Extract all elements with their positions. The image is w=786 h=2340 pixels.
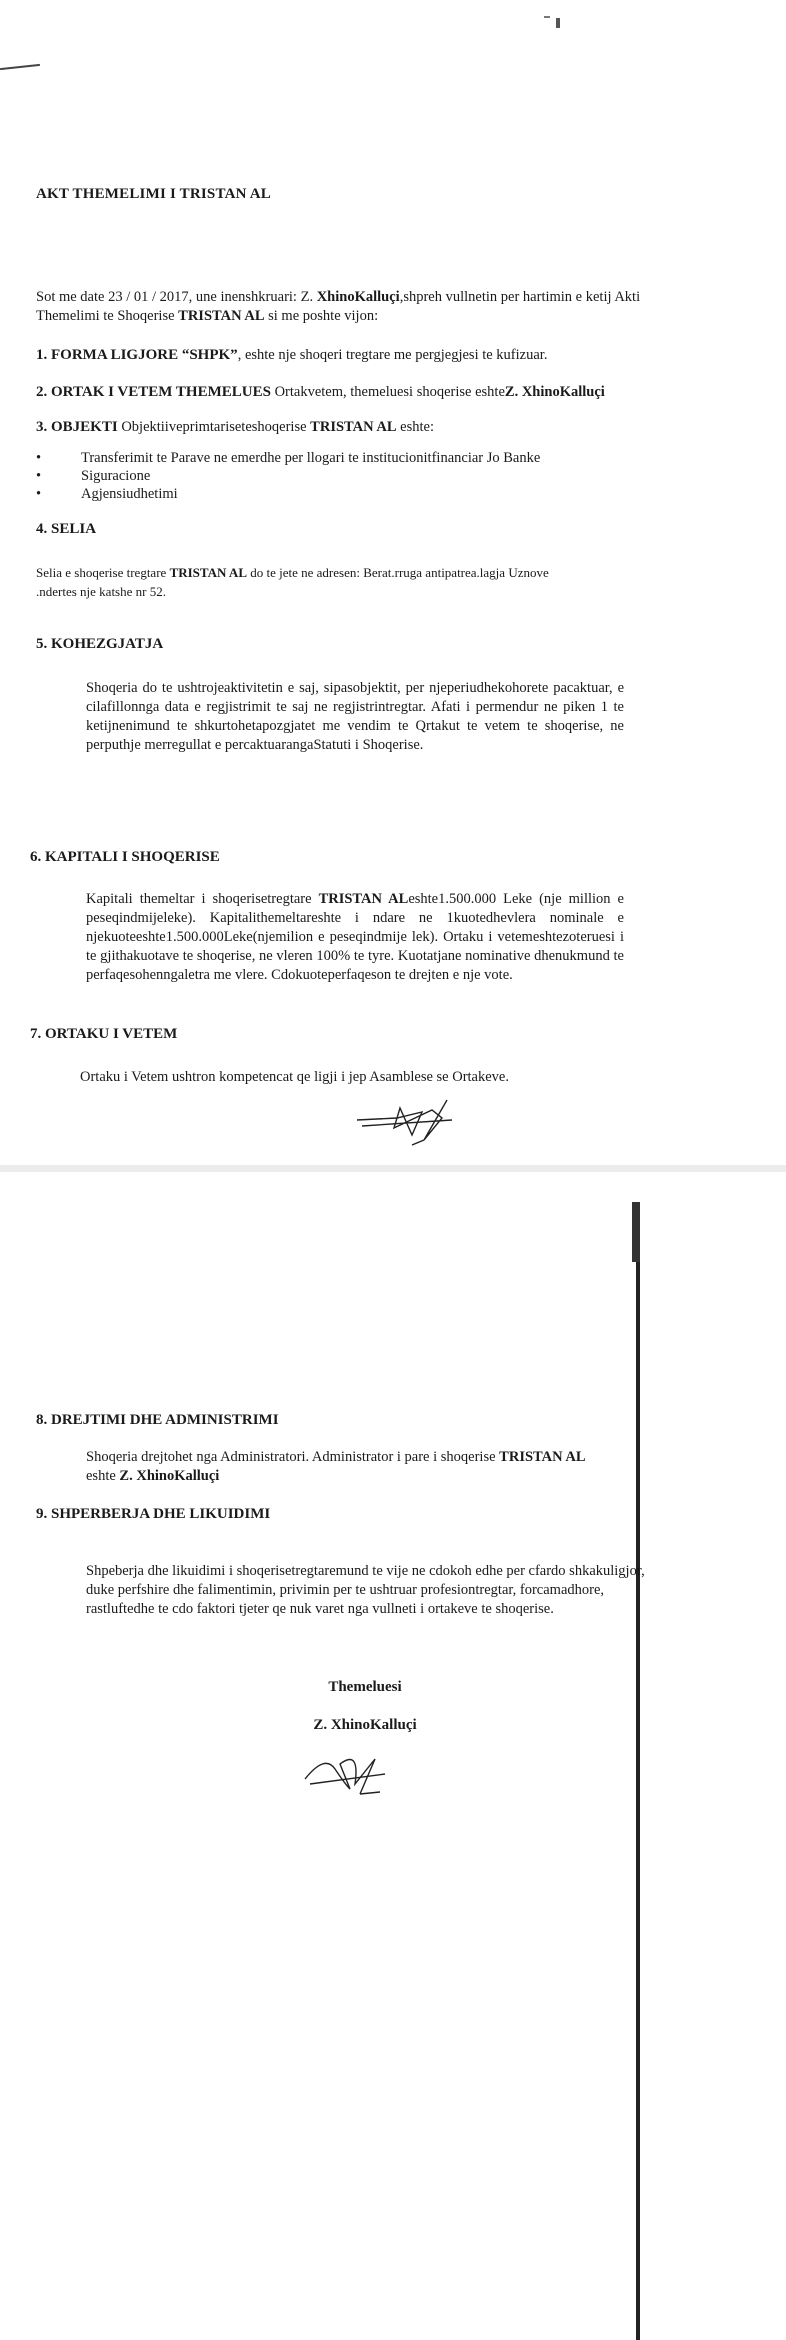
section-8-heading: 8. DREJTIMI DHE ADMINISTRIMI [36, 1412, 279, 1428]
scan-mark-dot [544, 16, 550, 18]
founder-name: XhinoKalluçi [316, 289, 400, 305]
section-2 [36, 383, 736, 402]
section-6-heading: 6. KAPITALI I SHOQERISE [30, 849, 220, 865]
address-text: .ndertes nje katshe nr 52. [36, 584, 166, 599]
administrator-name: Z. XhinoKalluçi [119, 1468, 220, 1484]
admin-text: eshte [86, 1468, 120, 1484]
objects-list [36, 449, 716, 503]
capital-text: Kapitali themeltar i shoqerisetregtare [86, 891, 319, 907]
list-item: • Agjensiudhetimi [36, 485, 716, 503]
section-3-text: Objektiiveprimtariseteshoqerise [117, 419, 311, 435]
admin-text: Shoqeria drejtohet nga Administratori. Administrator i pare i shoqerise [86, 1449, 500, 1465]
section-3 [36, 418, 736, 437]
scan-mark [632, 1202, 640, 1262]
intro-text: ,shpreh vullnetin per hartimin e ketij Akti Themelimi te Shoqerise [36, 289, 641, 324]
section-2-heading: 2. ORTAK I VETEM THEMELUES [36, 384, 271, 400]
document-title: AKT THEMELIMI I TRISTAN AL [36, 186, 271, 202]
company-name: TRISTAN AL [169, 565, 247, 580]
founder-label: Themeluesi [328, 1679, 402, 1695]
intro-text: si me poshte vijon: [264, 308, 379, 324]
section-4-heading: 4. SELIA [36, 521, 97, 537]
section-3-heading: 3. OBJEKTI [36, 419, 118, 435]
scan-mark-line [0, 64, 40, 70]
section-7-text: Ortaku i Vetem ushtron kompetencat qe ligji i jep Asamblese se Ortakeve. [80, 1069, 509, 1085]
list-item: • Transferimit te Parave ne emerdhe per llogari te institucionitfinanciar Jo Banke [36, 449, 716, 467]
capital-text: eshte1.500.000 Leke (nje million e peseqindmijeleke). Kapitalithemeltareshte i ndare ne 1kuotedhevlera nominale e njekuoteeshte1.500.000Leke(njemilion e peseqindmije lek). Ortaku i vetemeshtezoteruesi i te gjithakuotave te shoqerise, ne vleren 100% te tyre. Kuotatjane nominative dhenukmund te perfaqesohenngaletra me vlere. Cdokuoteperfaqeson te drejten e nje vote. [86, 891, 624, 983]
company-name: TRISTAN AL [499, 1449, 586, 1465]
section-1-text: , eshte nje shoqeri tregtare me pergjegjesi te kufizuar. [237, 347, 548, 363]
section-2-text: Ortakvetem, themeluesi shoqerise eshte [270, 384, 505, 400]
intro-text: Sot me date 23 / 01 / 2017, une inenshkruari: Z. [36, 289, 317, 305]
founder-name: Z. XhinoKalluçi [313, 1717, 417, 1733]
scan-vertical-line [636, 1202, 640, 2340]
company-name: TRISTAN AL [178, 308, 265, 324]
section-1-heading: 1. FORMA LIGJORE “SHPK” [36, 347, 238, 363]
owner-name: Z. XhinoKalluçi [504, 384, 605, 400]
section-6-text [86, 890, 624, 985]
signature-image [352, 1090, 482, 1150]
company-name: TRISTAN AL [318, 891, 409, 907]
section-9-text: Shpeberja dhe likuidimi i shoqerisetregtaremund te vije ne cdokoh edhe per cfardo shkakuligjor, duke perfshire dhe falimentimin, privimin per te ushtruar profesiontregtar, forcamadhore, rastluftedhe te cdo faktori tjeter qe nuk varet nga vullneti i ortakeve te shoqerise. [86, 1563, 645, 1617]
signature-image [300, 1744, 400, 1804]
intro-paragraph [36, 288, 666, 326]
section-4-text [36, 563, 716, 601]
address-text: Selia e shoqerise tregtare [36, 565, 170, 580]
address-text: do te jete ne adresen: Berat.rruga antipatrea.lagja Uznove [247, 565, 549, 580]
list-item: • Siguracione [36, 467, 716, 485]
section-5-heading: 5. KOHEZGJATJA [36, 636, 164, 652]
scan-mark-dot [556, 18, 560, 28]
section-8-text [86, 1448, 706, 1486]
company-name: TRISTAN AL [310, 419, 397, 435]
section-1 [36, 346, 716, 365]
document-page-2 [0, 1172, 786, 2340]
section-7-heading: 7. ORTAKU I VETEM [30, 1026, 178, 1042]
section-5-text: Shoqeria do te ushtrojeaktivitetin e saj, sipasobjektit, per njeperiudhekohorete pacaktuar, e cilafillonnga data e regjistrimit te saj ne regjistrintregtar. Afati i permendur ne piken 1 te ketijnenimund te shkurtohetapozgjatet me vendim te Qrtakut te vetem te shoqerise, ne perputhje merregullat e percaktuarangaStatuti i Shoqerise. [86, 680, 624, 753]
document-page-1 [0, 0, 786, 1165]
section-3-text: eshte: [396, 419, 434, 435]
section-9-heading: 9. SHPERBERJA DHE LIKUIDIMI [36, 1506, 271, 1522]
